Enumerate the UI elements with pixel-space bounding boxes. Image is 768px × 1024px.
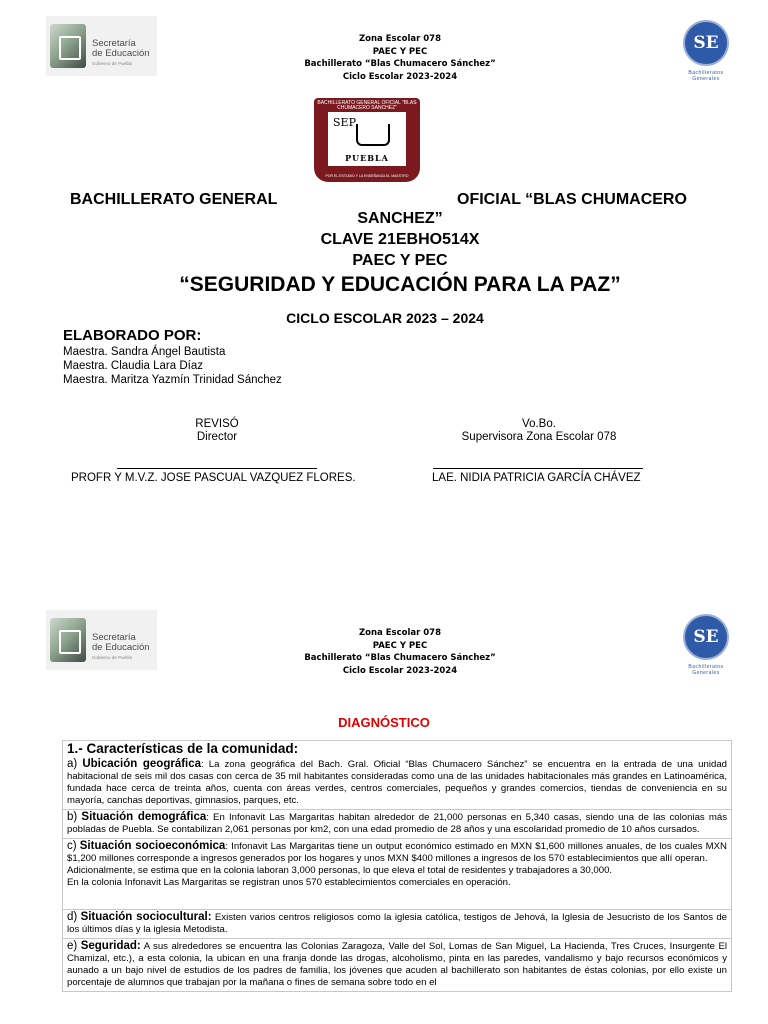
row-label: Situación socioeconómica xyxy=(79,840,226,852)
logo-line: de Educación xyxy=(92,48,150,59)
row-text: Adicionalmente, se estima que en la colonia laboran 3,000 personas, lo que eleva el total de residentes y trabajadores a 30,000. xyxy=(67,865,613,876)
director-name: PROFR Y M.V.Z. JOSE PASCUAL VAZQUEZ FLORES. xyxy=(71,472,356,484)
school-clave: CLAVE 21EBHO514X xyxy=(320,231,480,248)
signature-line-supervisora xyxy=(433,468,643,469)
author-name: Maestra. Maritza Yazmín Trinidad Sánchez xyxy=(63,374,282,386)
row-text: En la colonia Infonavit Las Margaritas se registran unos 570 establecimientos comerciales en operación. xyxy=(67,877,511,888)
puebla-emblem-icon xyxy=(50,24,86,68)
header-line: Bachillerato “Blas Chumacero Sánchez” xyxy=(304,653,496,663)
page-header-text xyxy=(250,627,550,677)
se-seal-icon: SE xyxy=(683,614,729,660)
row-label: Seguridad: xyxy=(80,940,141,952)
table-row: d) Situación sociocultural: Existen varios centros religiosos como la iglesia católica, testigos de Jehová, la Iglesia de Jesucristo de los Santos de los últimos días y la iglesia Metodista. xyxy=(63,910,731,939)
table-row: a) Ubicación geográfica: La zona geográfica del Bach. Gral. Oficial “Blas Chumacero Sánchez” se encuentra en la entrada de una unidad habitacional de seis mil dos casas con cerca de 35 mil habitantes consideradas como una de las unidades habitacionales más grandes en Latinoamérica, fundada hace cerca de treinta años, cuenta con áreas verdes, centros comerciales, pequeños y grandes comercios, tiendas de conveniencia en su mayoría, canchas deportivas, gimnasios, parques, etc. xyxy=(63,757,731,810)
community-characteristics-table xyxy=(62,740,732,992)
reviso-block: REVISÓ Director xyxy=(195,418,239,443)
header-line: Zona Escolar 078 xyxy=(358,628,442,638)
header-line: PAEC Y PEC xyxy=(372,46,428,57)
se-seal-icon: SE xyxy=(683,20,729,66)
header-line: Bachillerato “Blas Chumacero Sánchez” xyxy=(304,59,496,69)
bachilleratos-generales-logo: SE Bachilleratos Generales xyxy=(676,614,736,676)
logo-line: Secretaría xyxy=(92,632,136,643)
table-row: c) Situación socioeconómica: Infonavit Las Margaritas tiene un output económico estimado en MXN $1,600 millones anuales, de los cuales MXN $1,200 millones corresponde a ingresos generados por los hogares y unos MXN $400 millones a ingresos de los 570 establecimientos que allí operan. Adicionalmente, se estima que en la colonia laboran 3,000 personas, lo que eleva el total de residentes y trabajadores a 30,000. En la colonia Infonavit Las Margaritas se registran unos 570 establecimientos comerciales en operación. xyxy=(63,839,731,910)
supervisora-name: LAE. NIDIA PATRICIA GARCÍA CHÁVEZ xyxy=(432,472,641,484)
logo-subtitle: Gobierno de Puebla xyxy=(92,655,133,660)
header-line: Zona Escolar 078 xyxy=(358,34,442,44)
row-label: Ubicación geográfica xyxy=(82,758,202,770)
section-title: 1.- Características de la comunidad: xyxy=(67,741,299,756)
diagnostico-heading: DIAGNÓSTICO xyxy=(338,715,430,730)
logo-line: Secretaría xyxy=(92,38,136,49)
school-seal: BACHILLERATO GENERAL OFICIAL “BLAS CHUMACERO SANCHEZ” SEP PUEBLA POR EL ESTUDIO Y LA ENSEÑANZA EL MAESTRO xyxy=(314,98,420,182)
author-name: Maestra. Claudia Lara Díaz xyxy=(63,360,203,372)
row-label: Situación demográfica xyxy=(81,811,207,823)
authors-list xyxy=(63,345,282,387)
school-cycle: CICLO ESCOLAR 2023 – 2024 xyxy=(286,310,484,326)
table-row: b) Situación demográfica: En Infonavit Las Margaritas habitan alrededor de 21,000 personas en 5,340 casas, siendo una de las colonias más pobladas de Puebla. Se contabilizan 2,061 personas por km2, con una edad promedio de 28 años y una escolaridad promedio de 10 años cursados. xyxy=(63,810,731,839)
row-text: Existen varios centros religiosos como la iglesia católica, testigos de Jehová, la Iglesia de Jesucristo de los Santos de los últimos días y la iglesia Metodista. xyxy=(67,912,727,935)
row-text: : La zona geográfica del Bach. Gral. Oficial “Blas Chumacero Sánchez” se encuentra en la entrada de una unidad habitacional de seis mil dos casas con cerca de 35 mil habitantes consideradas como una de las unidades habitacionales más grandes en Latinoamérica, fundada hace cerca de treinta años, cuenta con áreas verdes, centros comerciales, pequeños y grandes comercios, tiendas de conveniencia en su mayoría, canchas deportivas, gimnasios, parques, etc. xyxy=(67,759,727,806)
program-title: PAEC Y PEC xyxy=(352,252,448,269)
school-title-left: BACHILLERATO GENERAL xyxy=(70,191,278,208)
logo-subtitle: Gobierno de Puebla xyxy=(92,61,133,66)
row-text: : Infonavit Las Margaritas tiene un output económico estimado en MXN $1,600 millones anuales, de los cuales MXN $1,200 millones corresponde a ingresos generados por los hogares y unos MXN $400 millones a ingresos de los 570 establecimientos que allí operan. xyxy=(67,841,727,864)
table-row: e) Seguridad: A sus alrededores se encuentra las Colonias Zaragoza, Valle del Sol, Lomas de San Miguel, La Hacienda, Tres Cruces, Insurgente El Chamizal, etc.), a esta colonia, la ubican en una franja donde las drogas, alcoholismo, pinta en las paredes, vandalismo y bajo recursos económicos y aunado a un bajo nivel de estudios de los padres de familia, los jóvenes que acuden al bachillerato son habitantes de éstas colonias, por ello existe un porcentaje de alumnos que trabajan por la mañana o fines de semana sobre todo en el xyxy=(67,940,727,988)
elaborado-por-heading: ELABORADO POR: xyxy=(63,327,202,344)
vobo-block: Vo.Bo. Supervisora Zona Escolar 078 xyxy=(461,418,617,443)
logo-line: de Educación xyxy=(92,642,150,653)
author-name: Maestra. Sandra Ángel Bautista xyxy=(63,346,226,358)
bachilleratos-generales-logo: SE Bachilleratos Generales xyxy=(676,20,736,82)
page-header-text xyxy=(250,33,550,83)
header-line: PAEC Y PEC xyxy=(372,640,428,651)
header-line: Ciclo Escolar 2023-2024 xyxy=(342,665,458,676)
header-line: Ciclo Escolar 2023-2024 xyxy=(342,71,458,82)
row-text: A sus alrededores se encuentra las Colonias Zaragoza, Valle del Sol, Lomas de San Miguel, La Hacienda, Tres Cruces, Insurgente El Chamizal, etc.), a esta colonia, la ubican en una franja donde las drogas, alcoholismo, pinta en las paredes, vandalismo y bajo recursos económicos y aunado a un bajo nivel de estudios de los padres de familia, los jóvenes que acuden al bachillerato son habitantes de éstas colonias, por ello existe un porcentaje de alumnos que trabajan por la mañana o fines de semana sobre todo en el xyxy=(67,941,727,988)
secretaria-educacion-logo xyxy=(46,610,157,670)
project-title: “SEGURIDAD Y EDUCACIÓN PARA LA PAZ” xyxy=(179,273,621,296)
open-book-icon xyxy=(356,124,390,146)
secretaria-educacion-logo xyxy=(46,16,157,76)
signature-line-director xyxy=(117,468,317,469)
school-title-right: OFICIAL “BLAS CHUMACERO xyxy=(457,191,687,208)
row-label: Situación sociocultural: xyxy=(80,911,212,923)
school-title-line2: SANCHEZ” xyxy=(357,210,443,227)
puebla-emblem-icon xyxy=(50,618,86,662)
row-text: : En Infonavit Las Margaritas habitan alrededor de 21,000 personas en 5,340 casas, siendo una de las colonias más pobladas de Puebla. Se contabilizan 2,061 personas por km2, con una edad promedio de 28 años y una escolaridad promedio de 10 años cursados. xyxy=(67,812,727,835)
